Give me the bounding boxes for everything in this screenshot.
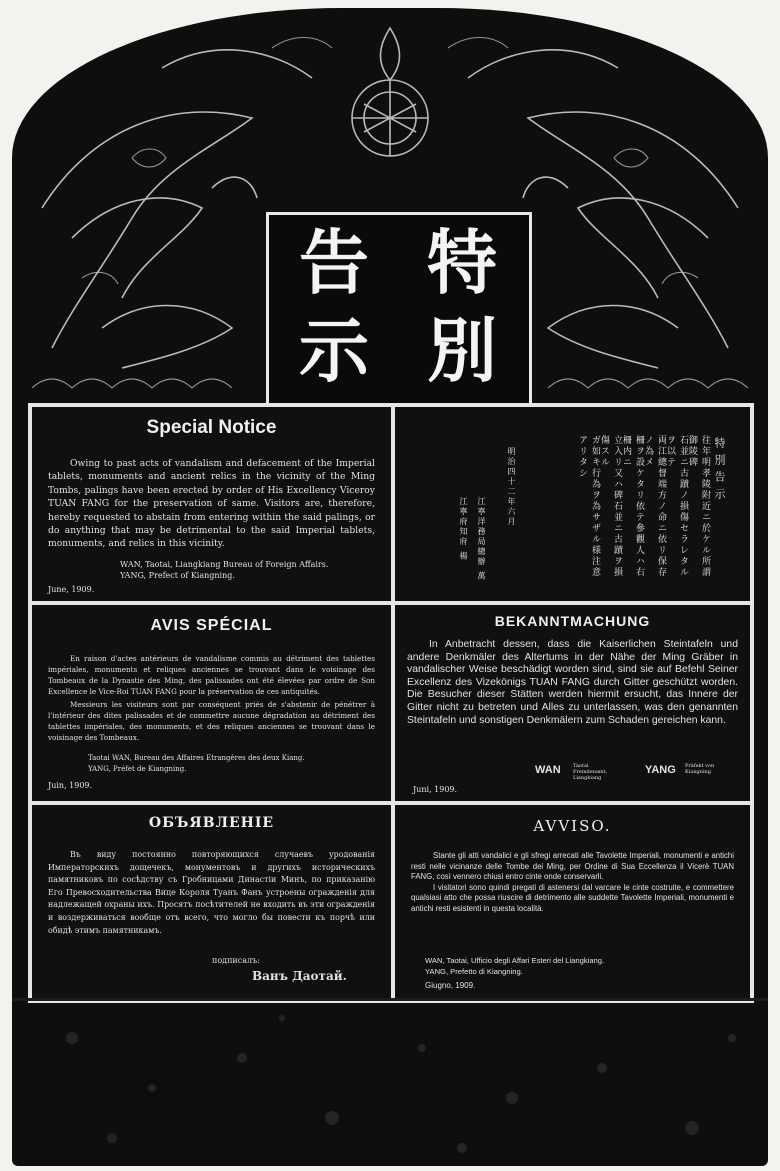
russian-paragraph: Въ виду постоянно повторяющихся случаевъ уродованія Императорскихъ дощечекъ, монументовъ и другихъ историческихъ памятниковъ по сосѣдству съ Гробницами Династіи Минъ, по приказанію Его Превосходительства Вице Короля Туанъ Фанъ устроены огражденія для надлежащей охраны ихъ. Просятъ посѣтителей не входить въ эти огражденія и воздерживаться вообще отъ всего, что могло бы повести къ порчѣ или обидѣ этимъ памятникамъ. — [48, 850, 375, 935]
german-signature-yang: YANG — [645, 764, 676, 776]
english-notice-body — [48, 457, 375, 551]
english-signature-yang: YANG, Prefect of Kiangning. — [120, 571, 235, 580]
english-paragraph: Owing to past acts of vandalism and defacement of the Imperial tablets, monuments and ancient relics in the vicinity of the Ming Tombs, palings have been erected by order of His Excellency Viceroy TUAN FANG for the preservation of same. Visitors are, therefore, hereby requested to abstain from entering within the said palings, or do anything that may be detrimental to the said Imperial tablets, monuments, and relics in this vicinity. — [48, 458, 375, 550]
russian-notice-body — [48, 849, 375, 937]
italian-notice-panel — [395, 805, 750, 999]
japanese-date-column: 明治四十二年六月 — [507, 447, 516, 527]
german-signature-yang-note: Präfekt von Kiangning — [685, 763, 715, 775]
english-notice-panel — [32, 407, 391, 601]
german-notice-title: BEKANNTMACHUNG — [494, 613, 651, 629]
french-paragraph-2: Messieurs les visiteurs sont par conséquent priés de s'abstenir de pénétrer à l'intérieur des dites palissades et de commettre aucune dégradation au détriment des tablettes impériales, des monuments, et des reliques anciennes se trouvant dans le voisinage des Tombeaux. — [48, 700, 375, 742]
german-date: Juni, 1909. — [413, 785, 458, 794]
french-date: Juin, 1909. — [48, 781, 93, 790]
japanese-notice-title: 特別告示 — [713, 437, 726, 505]
english-signatures — [120, 559, 328, 581]
japanese-column-1: 往年明孝陵附近ニ於ケル所謂御陵碑 — [687, 435, 710, 578]
italian-notice-title: AVVISO. — [533, 817, 612, 835]
weathered-stone-texture — [12, 998, 768, 1166]
seal-title-block — [266, 212, 532, 406]
french-notice-panel — [32, 605, 391, 801]
italian-signature-yang: YANG, Prefetto di Kiangning. — [425, 967, 523, 976]
russian-notice-title: ОБЪЯВЛЕНІЕ — [148, 815, 275, 831]
notice-panel-grid — [28, 403, 754, 1003]
japanese-column-2: 石並ニ古蹟ノ損傷セラレタルヲ以テ — [665, 435, 688, 578]
italian-date: Giugno, 1909. — [425, 981, 476, 990]
english-signature-wan: WAN, Taotai, Liangkiang Bureau of Foreign Affairs. — [120, 560, 329, 569]
french-paragraph-1: En raison d'actes antérieurs de vandalisme commis au détriment des tablettes impériales, monuments et reliques anciennes se trouvant dans le voisinage des Tombeaux de la Dynastie des Ming, des palissades ont été élevées par ordre de Son Excellence le Vice-Roi TUAN FANG pour la préservation de ces antiquités. — [48, 654, 375, 696]
russian-notice-panel — [32, 805, 391, 999]
french-signatures — [88, 753, 305, 775]
russian-signature: Ванъ Даотай. — [252, 969, 347, 983]
english-date: June, 1909. — [48, 585, 95, 594]
italian-signature-wan: WAN, Taotai, Ufficio degli Affari Esteri del Liangkiang. — [425, 956, 605, 965]
japanese-column-5: 立入リ又ハ碑石並ニ古蹟ヲ損傷スル — [599, 435, 622, 578]
japanese-notice-panel — [395, 407, 750, 601]
japanese-signature-wan: 江寧洋務局總辦 萬 — [477, 497, 486, 582]
japanese-column-4: 柵ヲ設ケタリ依テ參觀人ハ右柵内ニ — [621, 435, 644, 578]
french-signature-wan: Taotai WAN, Bureau des Affaires Etrangères des deux Kiang. — [88, 754, 305, 762]
italian-paragraph-1: Stante gli atti vandalici e gli sfregi arrecati alle Tavolette Imperiali, monumenti e antichi resti nelle vicinanze delle Tombe dei Ming, per Ordine di Sua Eccellenza il Vicerè TUAN FANG, così vennero chiusi entro cinte onde conservarli. — [411, 851, 734, 882]
german-signature-wan: WAN — [535, 764, 561, 776]
german-notice-body — [407, 639, 738, 727]
japanese-column-6: ガ如キ行為ヲ為サザル様注意アリタシ — [577, 435, 600, 578]
french-signature-yang: YANG, Préfet de Kiangning. — [88, 765, 187, 773]
french-notice-title: AVIS SPÉCIAL — [150, 617, 273, 634]
japanese-column-3: 両江總督端方ノ命ニ依リ保存ノ為メ — [643, 435, 666, 578]
seal-char-4: 示 — [299, 309, 369, 392]
seal-char-1: 特 — [427, 221, 497, 304]
italian-paragraph-2: I visitatori sono quindi pregati di astenersi dal varcare le cinte costruite, e commettere qualsiasi atto che possa riuscire di detrimento alle suddette Tavolette Imperiali, monumenti e antichi resti esistenti in questa località. — [411, 882, 734, 913]
italian-notice-body — [411, 851, 734, 915]
stone-stele — [12, 8, 768, 1166]
japanese-signature-yang: 江寧府知府 楊 — [459, 497, 468, 562]
seal-char-2: 別 — [427, 309, 497, 392]
seal-char-3: 告 — [299, 221, 369, 304]
russian-sig-label: подписалъ: — [212, 956, 260, 965]
english-notice-title: Special Notice — [146, 417, 277, 438]
french-notice-body — [48, 653, 375, 743]
german-paragraph: In Anbetracht dessen, dass die Kaiserlichen Steintafeln und andere Denkmäler des Altertums in der Nähe der Ming Gräber in vandalischer Weise beschädigt worden sind, sind sie auf Befehl Seiner Excellenz des Vizekönigs TUAN FANG durch Gitter geschützt worden. Die Besucher dieser Stätten werden hiermit ersucht, das Innere der Gitter nicht zu betreten und Alles zu unterlassen, was den genannten Steintafeln und sonstigen Denkmälern zum Schaden gereichen kann. — [407, 639, 738, 726]
german-signature-wan-note: Taotai Fremdenamt, Liangkiang — [573, 763, 608, 781]
italian-signatures — [425, 955, 604, 977]
german-notice-panel — [395, 605, 750, 801]
